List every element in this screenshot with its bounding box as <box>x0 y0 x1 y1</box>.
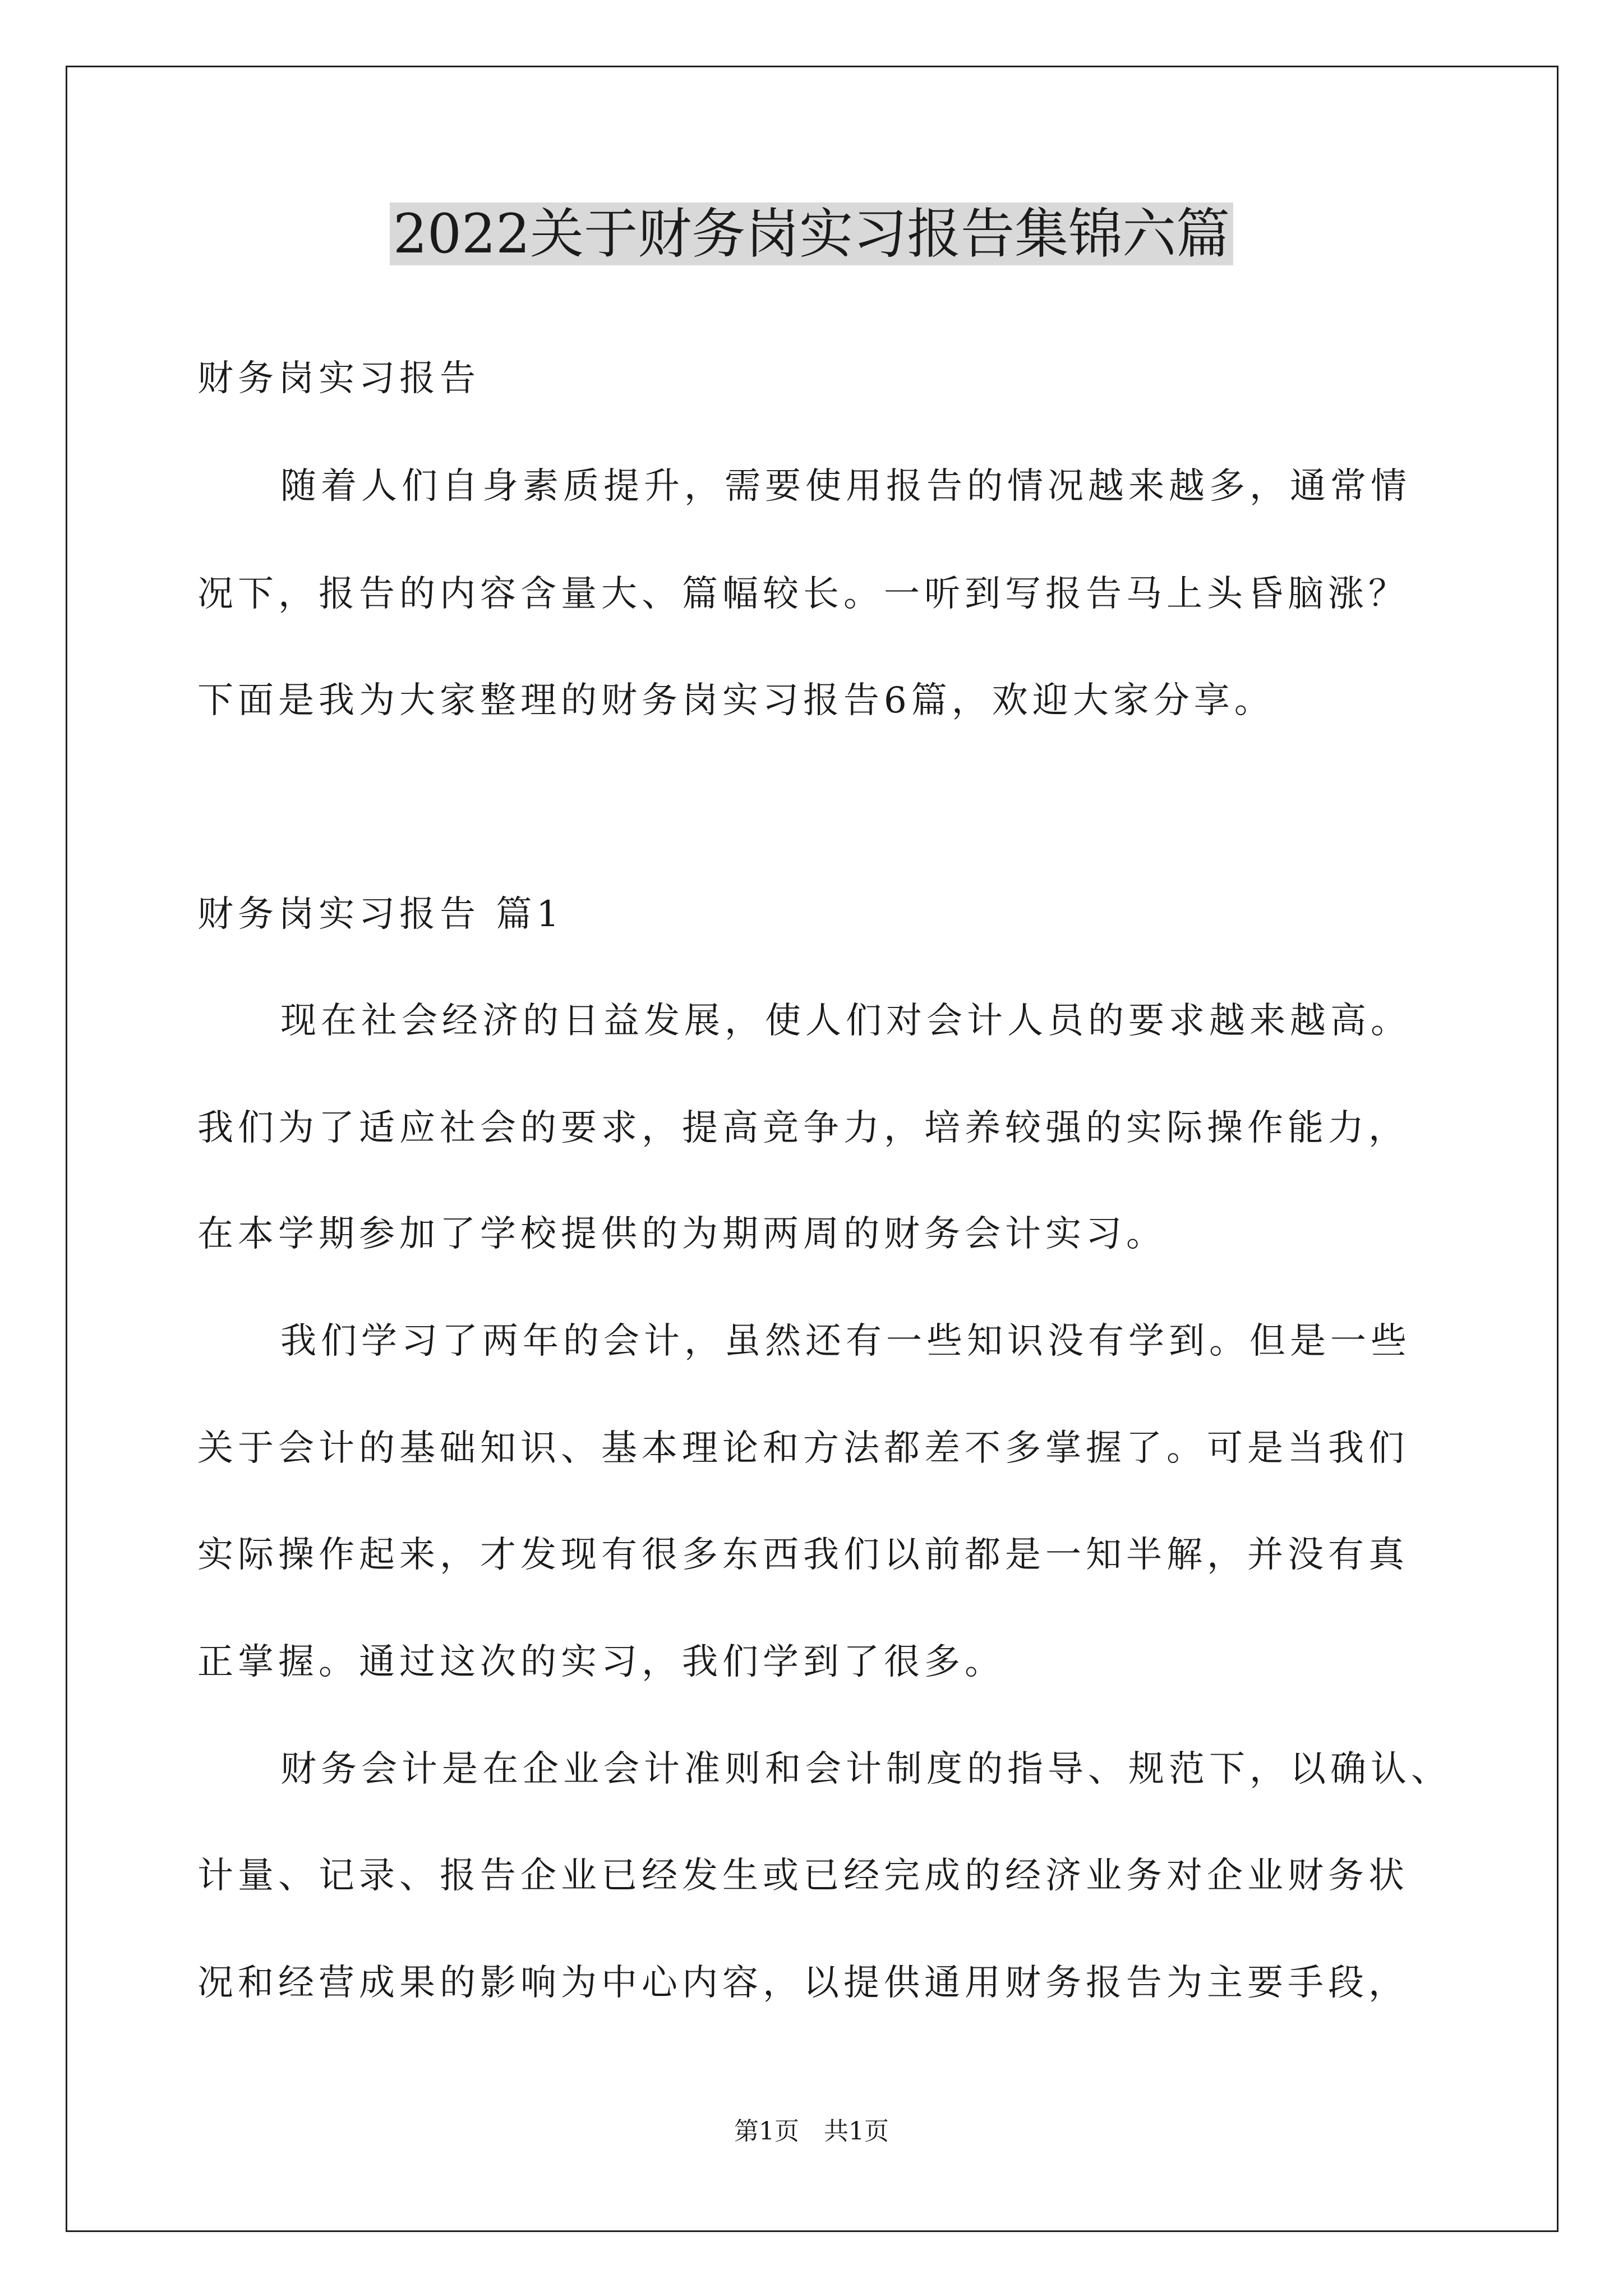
page-footer: 第1页 共1页 <box>734 2117 889 2146</box>
paragraph-line: 在本学期参加了学校提供的为期两周的财务会计实习。 <box>197 1213 1166 1255</box>
paragraph-line: 计量、记录、报告企业已经发生或已经完成的经济业务对企业财务状 <box>197 1855 1409 1897</box>
intro-line: 况下，报告的内容含量大、篇幅较长。一听到写报告马上头昏脑涨？ <box>197 573 1409 615</box>
paragraph-line: 现在社会经济的日益发展，使人们对会计人员的要求越来越高。 <box>280 1000 1411 1042</box>
paragraph-line: 我们学习了两年的会计，虽然还有一些知识没有学到。但是一些 <box>280 1320 1411 1362</box>
article-heading: 财务岗实习报告 篇1 <box>197 894 564 935</box>
paragraph-line: 正掌握。通过这次的实习，我们学到了很多。 <box>197 1641 1005 1683</box>
document-title-text: 2022关于财务岗实习报告集锦六篇 <box>390 203 1233 265</box>
intro-line: 下面是我为大家整理的财务岗实习报告6篇，欢迎大家分享。 <box>197 680 1275 721</box>
section-heading: 财务岗实习报告 <box>197 358 480 399</box>
paragraph-line: 况和经营成果的影响为中心内容，以提供通用财务报告为主要手段， <box>197 1962 1409 2004</box>
document-title <box>0 197 1623 270</box>
paragraph-line: 我们为了适应社会的要求，提高竞争力，培养较强的实际操作能力， <box>197 1107 1409 1149</box>
paragraph-line: 实际操作起来，才发现有很多东西我们以前都是一知半解，并没有真 <box>197 1534 1409 1576</box>
paragraph-line: 财务会计是在企业会计准则和会计制度的指导、规范下，以确认、 <box>280 1749 1451 1790</box>
intro-line: 随着人们自身素质提升，需要使用报告的情况越来越多，通常情 <box>280 466 1411 507</box>
paragraph-line: 关于会计的基础知识、基本理论和方法都差不多掌握了。可是当我们 <box>197 1428 1409 1469</box>
